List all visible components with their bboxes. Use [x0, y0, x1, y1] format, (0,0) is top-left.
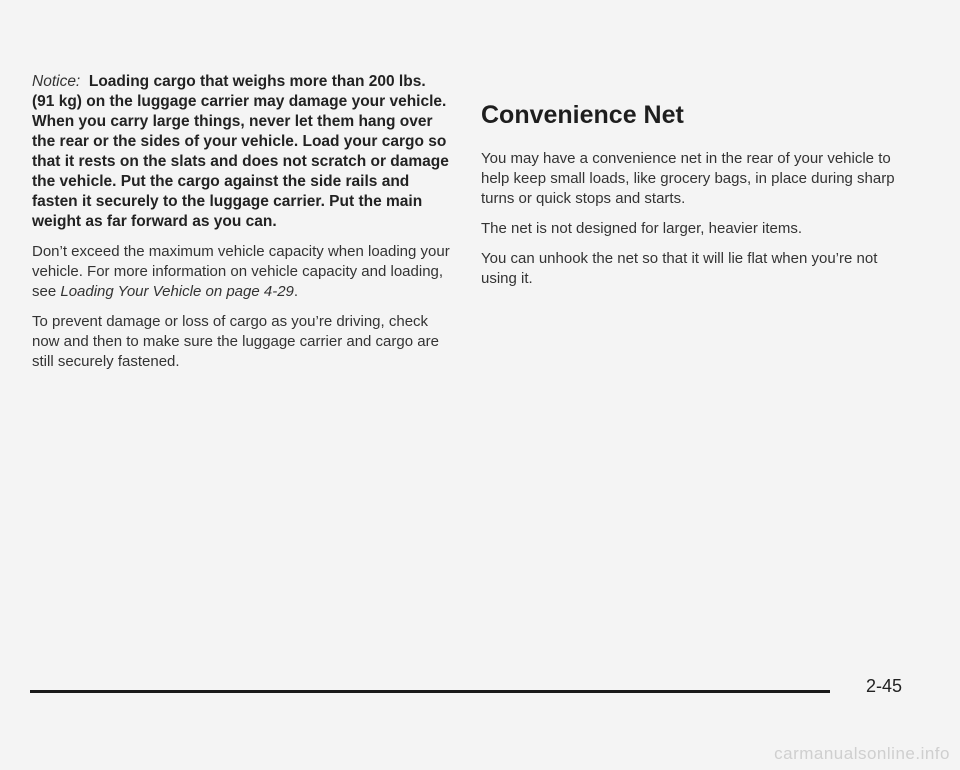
watermark: carmanualsonline.info [774, 744, 950, 763]
net-unhook-paragraph: You can unhook the net so that it will lie flat when you’re not using it. [481, 250, 878, 287]
section-title: Convenience Net [481, 101, 684, 129]
footer-rule [30, 690, 830, 693]
capacity-paragraph [32, 242, 452, 302]
loading-vehicle-reference[interactable]: Loading Your Vehicle on page 4-29 [60, 283, 294, 300]
capacity-text-end: . [293, 283, 299, 300]
net-limitation-paragraph: The net is not designed for larger, heavier items. [481, 220, 803, 237]
left-column [32, 72, 452, 382]
capacity-text: Don’t exceed the maximum vehicle capacity when loading your vehicle. For more information on vehicle capacity and loading, see [32, 243, 450, 300]
notice-label: Notice: [32, 73, 81, 90]
page-number: 2-45 [866, 676, 903, 696]
notice-paragraph [32, 72, 452, 232]
net-description-paragraph: You may have a convenience net in the rear of your vehicle to help keep small loads, like grocery bags, in place during sharp turns or quick stops and starts. [481, 150, 895, 207]
right-column [481, 100, 901, 299]
fastening-paragraph: To prevent damage or loss of cargo as you’re driving, check now and then to make sure the luggage carrier and cargo are still securely fastened. [32, 313, 439, 370]
notice-text: Loading cargo that weighs more than 200 lbs. (91 kg) on the luggage carrier may damage your vehicle. When you carry large things, never let them hang over the rear or the sides of your vehicle. Load your cargo so that it rests on the slats and does not scratch or damage the vehicle. Put the cargo against the side rails and fasten it securely to the luggage carrier. Put the main weight as far forward as you can. [32, 73, 449, 230]
